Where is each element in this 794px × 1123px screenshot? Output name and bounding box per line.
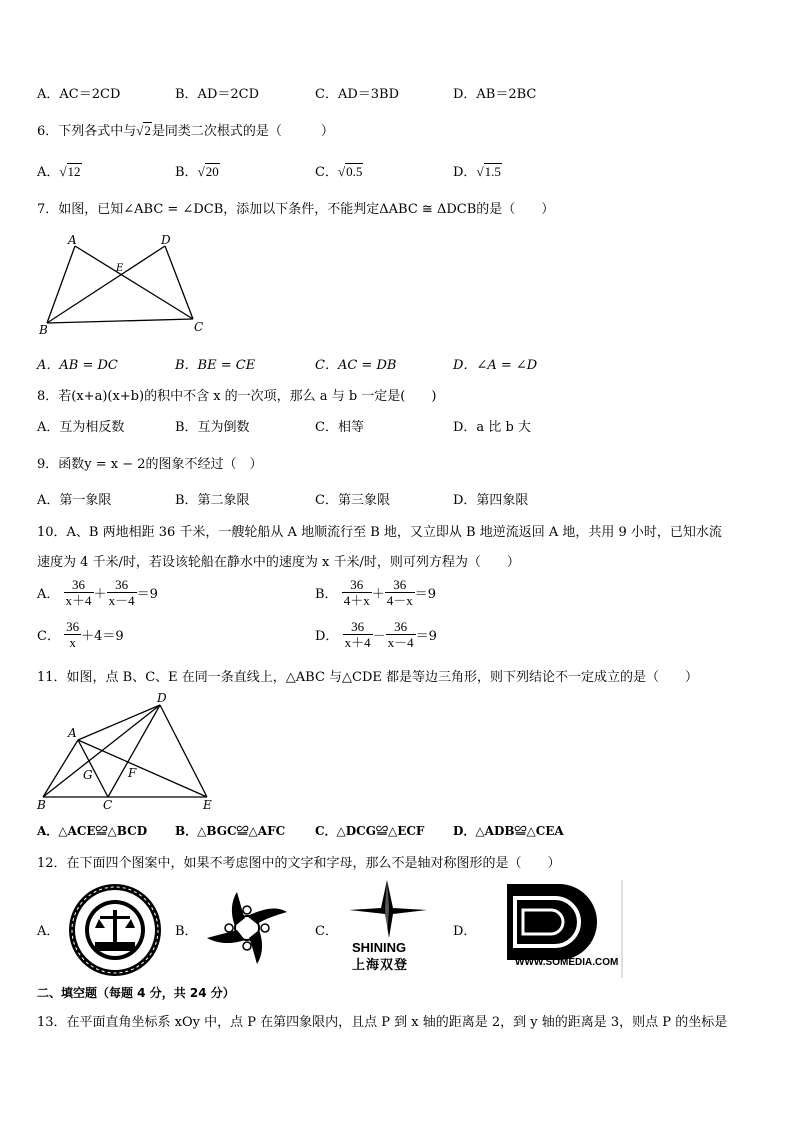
q10-a-label: A．: [37, 587, 60, 602]
q11-option-c: C．△DCG≌△ECF: [315, 824, 425, 838]
q9-option-a: A．第一象限: [37, 493, 112, 508]
q11-label-e: E: [203, 798, 212, 812]
q10-d-frac1: [343, 619, 373, 650]
q12-pinwheel-arm-3: [207, 930, 245, 943]
q6-d-sqrt: √1.5: [476, 164, 501, 179]
q10-d-op: －: [372, 629, 386, 644]
q10-a-frac2: [107, 577, 137, 608]
q10-b-label: B．: [315, 587, 338, 602]
q6-a-label: A．: [37, 165, 60, 180]
q7-label-c: C: [194, 320, 204, 334]
q10-c-label: C．: [37, 629, 60, 644]
q10-c-rest: ＋4＝9: [81, 629, 124, 644]
q5-option-c: C．AD＝3BD: [315, 87, 400, 102]
q12-option-a: A．: [37, 924, 60, 939]
q10-a-den2: x－4: [108, 593, 135, 608]
q10-b-op: ＋: [371, 587, 385, 602]
q10-b-rhs: ＝9: [414, 587, 437, 602]
q8-option-c: C．相等: [315, 420, 364, 435]
q10-c-num1: 36: [66, 619, 80, 634]
q10-stem-line1: 10．A、B 两地相距 36 千米，一艘轮船从 A 地顺流行至 B 地，又立即从 B 地逆流返回 A 地，共用 9 小时，已知水流: [37, 525, 722, 540]
q12-option-c: C．: [315, 924, 338, 939]
q11-line-cd: [108, 705, 160, 797]
q5-option-b: B．AD＝2CD: [175, 87, 260, 102]
q6-d-label: D．: [453, 165, 477, 180]
q10-a-num1: 36: [64, 577, 94, 593]
q11-line-ae: [78, 740, 207, 797]
q7-figure: [35, 230, 210, 338]
q12-seal-scale-pole: [113, 910, 117, 942]
q10-a-op: ＋: [93, 587, 107, 602]
q10-option-a: [37, 577, 158, 608]
section-2-heading: 二、填空题（每题 4 分，共 24 分）: [37, 986, 235, 1000]
q10-d-frac2: [386, 619, 416, 650]
q10-d-label: D．: [315, 629, 339, 644]
q6-stem-radicand: 2: [144, 123, 151, 138]
q7-label-e: E: [116, 263, 124, 274]
q11-line-ba: [43, 740, 78, 797]
q10-b-den1: 4＋x: [343, 593, 370, 608]
q6-d-radicand: 1.5: [484, 164, 501, 179]
q12-stem: 12．在下面四个图案中，如果不考虑图中的文字和字母，那么不是轴对称图形的是（ ）: [37, 856, 561, 871]
q12-logo-a-seal: [65, 882, 165, 978]
q6-b-sqrt: √20: [197, 164, 219, 179]
q11-line-ad: [78, 705, 160, 740]
q10-b-den2: 4－x: [386, 593, 413, 608]
q7-label-a: A: [68, 233, 77, 247]
q10-c-frac1: [64, 619, 81, 650]
q6-c-radicand: 0.5: [346, 164, 363, 179]
q10-d-den2: x－4: [387, 635, 414, 650]
q6-stem: [37, 120, 334, 139]
q7-line-dc: [165, 246, 193, 319]
q10-b-frac1: [342, 577, 372, 608]
q12-seal-banner: [95, 942, 135, 951]
q7-label-b: B: [39, 323, 48, 337]
q6-option-a: [37, 161, 82, 180]
q9-option-b: B．第二象限: [175, 493, 250, 508]
q10-option-d: [315, 619, 437, 650]
q12-logo-d-text: WWW.SOMEDIA.COM: [515, 957, 619, 968]
q8-option-b: B．互为倒数: [175, 420, 250, 435]
q10-d-den1: x＋4: [344, 635, 371, 650]
q11-option-d: D．△ADB≌△CEA: [453, 824, 564, 838]
q12-pinwheel-hole-3: [243, 942, 251, 950]
q7-option-b: B．BE = CE: [175, 358, 256, 373]
q10-a-num2: 36: [107, 577, 137, 593]
q12-pinwheel-arm-1: [247, 909, 287, 924]
q8-stem: 8．若(x+a)(x+b)的积中不含 x 的一次项，那么 a 与 b 一定是( ): [37, 389, 437, 404]
q10-stem-line2: 速度为 4 千米/时，若设该轮船在静水中的速度为 x 千米/时，则可列方程为（ ）: [37, 555, 520, 570]
q11-figure: [35, 690, 220, 812]
q7-line-ac: [75, 246, 193, 319]
q6-stem-post: 是同类二次根式的是（ ）: [151, 124, 334, 139]
q12-pinwheel-hole-2: [261, 924, 269, 932]
q11-label-c: C: [103, 798, 113, 812]
q11-option-a: A．△ACE≌△BCD: [37, 824, 148, 838]
q7-option-a: A．AB = DC: [37, 358, 118, 373]
q13-stem: 13．在平面直角坐标系 xOy 中，点 P 在第四象限内，且点 P 到 x 轴的距离是 2，到 y 轴的距离是 3，则点 P 的坐标是: [37, 1015, 728, 1030]
q10-d-num2: 36: [386, 619, 416, 635]
q7-line-ab: [47, 246, 75, 323]
q12-seal-scale-beam: [100, 916, 130, 919]
q12-option-d: D．: [453, 924, 477, 939]
q6-option-c: [315, 161, 363, 180]
q9-option-d: D．第四象限: [453, 493, 529, 508]
q12-option-b: B．: [175, 924, 198, 939]
q6-c-label: C．: [315, 165, 338, 180]
q10-a-den1: x＋4: [65, 593, 92, 608]
q11-line-de: [160, 705, 207, 797]
q11-stem: 11．如图，点 B、C、E 在同一条直线上，△ABC 与△CDE 都是等边三角形，则下列结论不一定成立的是（ ）: [37, 670, 699, 685]
q12-pinwheel-hole-1: [243, 906, 251, 914]
q6-a-radicand: 12: [67, 164, 81, 179]
q10-c-den1: x: [69, 635, 76, 650]
q10-d-rhs: ＝9: [415, 629, 437, 644]
q10-option-c: [37, 619, 124, 650]
q7-label-d: D: [161, 233, 171, 247]
q10-option-b: [315, 577, 436, 608]
q11-label-f: F: [128, 766, 137, 780]
q6-option-d: [453, 161, 502, 180]
q10-d-num1: 36: [343, 619, 373, 635]
q7-option-c: C．AC = DB: [315, 358, 397, 373]
q7-line-db: [47, 246, 165, 323]
q10-b-frac2: [385, 577, 415, 608]
q10-b-num1: 36: [342, 577, 372, 593]
q11-label-d: D: [157, 691, 167, 705]
q10-b-num2: 36: [385, 577, 415, 593]
q11-label-b: B: [37, 798, 46, 812]
q7-option-d: D．∠A = ∠D: [453, 358, 538, 373]
q6-a-sqrt: √12: [59, 164, 81, 179]
q12-logo-c-text2: 上海双登: [352, 958, 409, 973]
q12-logo-c-star: [345, 878, 430, 940]
q6-b-radicand: 20: [205, 164, 219, 179]
q5-option-a: A．AC＝2CD: [37, 87, 121, 102]
q7-line-bc: [47, 319, 193, 323]
q12-pinwheel-hole-4: [225, 924, 233, 932]
q8-option-d: D．a 比 b 大: [453, 420, 531, 435]
q11-label-a: A: [68, 726, 77, 740]
q12-logo-c-text1: SHINING: [352, 940, 407, 955]
q9-option-c: C．第三象限: [315, 493, 390, 508]
q6-option-b: [175, 161, 220, 180]
q6-stem-sqrt: √2: [136, 123, 151, 138]
q10-a-frac1: [64, 577, 94, 608]
q10-a-rhs: ＝9: [136, 587, 158, 602]
q11-option-b: B．△BGC≌△AFC: [175, 824, 286, 838]
q8-option-a: A．互为相反数: [37, 420, 125, 435]
q6-c-sqrt: √0.5: [337, 164, 363, 179]
q11-label-g: G: [83, 768, 93, 782]
q6-stem-pre: 6．下列各式中与: [37, 124, 137, 139]
q9-stem: 9．函数y = x − 2的图象不经过（ ）: [37, 457, 263, 472]
q12-logo-d-outer: [507, 884, 597, 960]
q6-b-label: B．: [175, 165, 198, 180]
q12-logo-b-pinwheel: [200, 888, 295, 968]
q7-stem: 7．如图，已知∠ABC = ∠DCB，添加以下条件，不能判定ΔABC ≅ ΔDCB的是（ ）: [37, 202, 555, 217]
q5-option-d: D．AB＝2BC: [453, 87, 537, 102]
